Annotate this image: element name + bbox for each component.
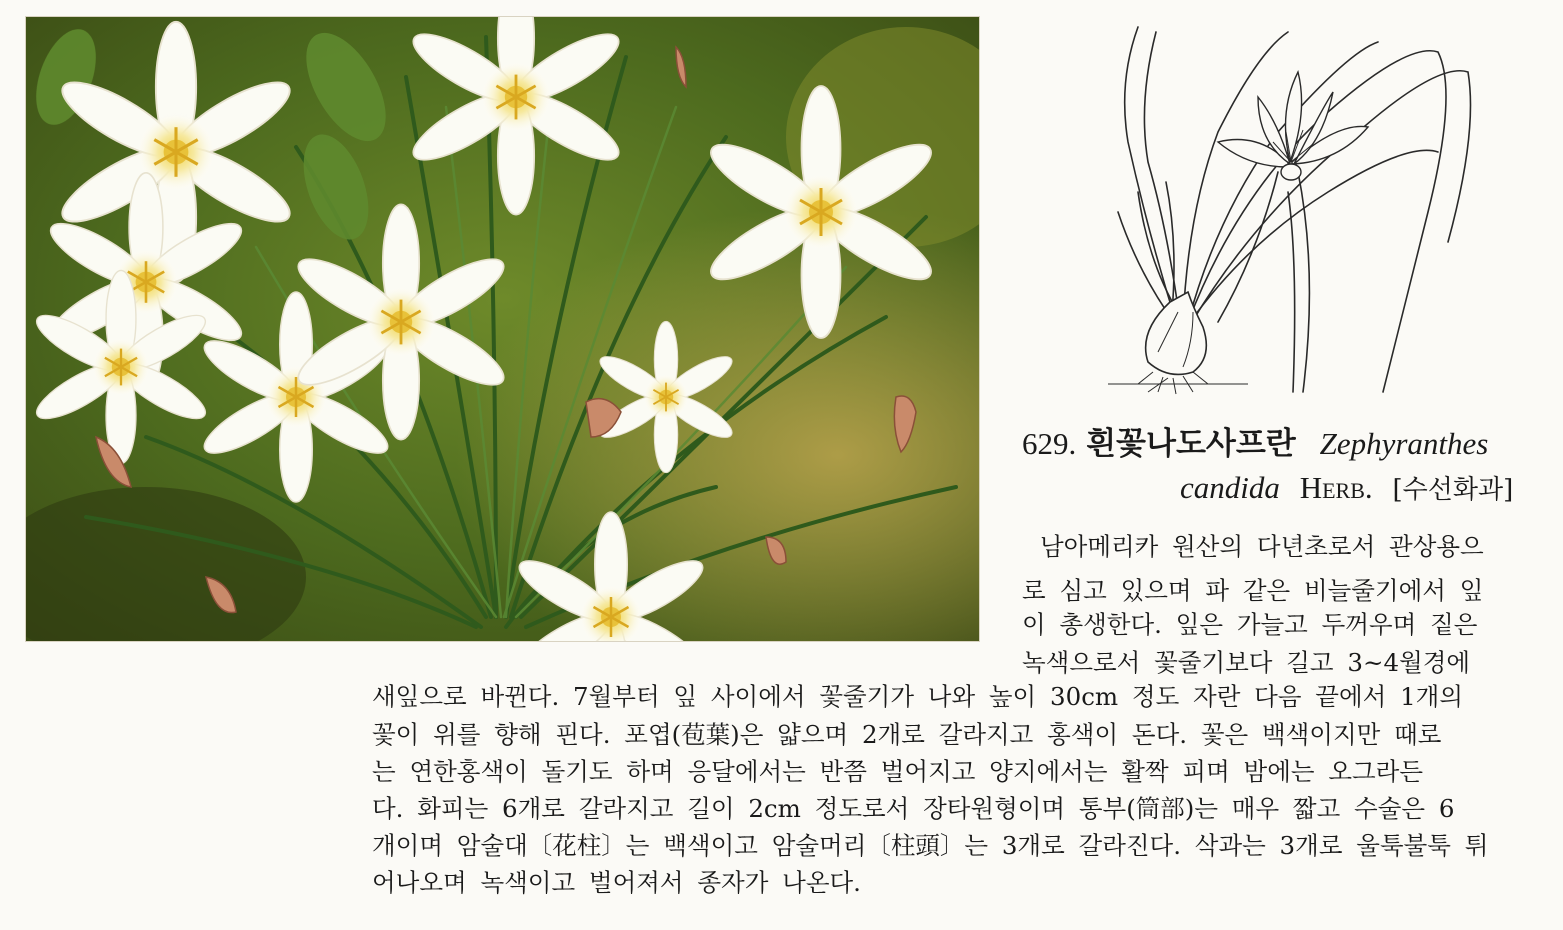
entry-number: 629. <box>1022 426 1077 461</box>
description-line: 이 총생한다. 잎은 가늘고 두꺼우며 짙은 <box>1022 610 1478 639</box>
species-name: candida <box>1180 470 1280 505</box>
genus-name: Zephyranthes <box>1319 426 1489 461</box>
description-line: 꽃이 위를 향해 핀다. 포엽(苞葉)은 얇으며 2개로 갈라지고 홍색이 돈다. 꽃은 백색이지만 때로 <box>372 720 1442 749</box>
description-line: 개이며 암술대〔花柱〕는 백색이고 암술머리〔柱頭〕는 3개로 갈라진다. 삭과는 3개로 울툭불툭 튀 <box>372 831 1489 860</box>
flower-photo <box>25 16 980 642</box>
description-line: 다. 화피는 6개로 갈라지고 길이 2cm 정도로서 장타원형이며 통부(筒部)는 매우 짧고 수술은 6 <box>372 794 1455 823</box>
description-line: 어나오며 녹색이고 벌어져서 종자가 나온다. <box>372 868 861 897</box>
description-line: 녹색으로서 꽃줄기보다 길고 3~4월경에 <box>1022 648 1471 677</box>
description-line: 남아메리카 원산의 다년초로서 관상용으 <box>1040 532 1484 561</box>
entry-subheading <box>1180 468 1525 510</box>
zephyranthes-line-drawing-icon <box>1108 12 1528 397</box>
author-abbrev: Herb. <box>1299 470 1373 505</box>
description-line: 는 연한홍색이 돌기도 하며 응달에서는 반쯤 벌어지고 양지에서는 활짝 피며 밤에는 오그라든 <box>372 757 1424 786</box>
zephyranthes-candida-photo-icon <box>26 17 980 642</box>
entry-heading <box>1022 424 1522 464</box>
description-line: 새잎으로 바뀐다. 7월부터 잎 사이에서 꽃줄기가 나와 높이 30cm 정도 자란 다음 끝에서 1개의 <box>372 682 1464 711</box>
family-name: [수선화과] <box>1392 475 1514 505</box>
description-line: 로 심고 있으며 파 같은 비늘줄기에서 잎 <box>1022 576 1484 605</box>
korean-name: 흰꽃나도사프란 <box>1086 426 1296 462</box>
botanical-illustration <box>1108 12 1528 397</box>
